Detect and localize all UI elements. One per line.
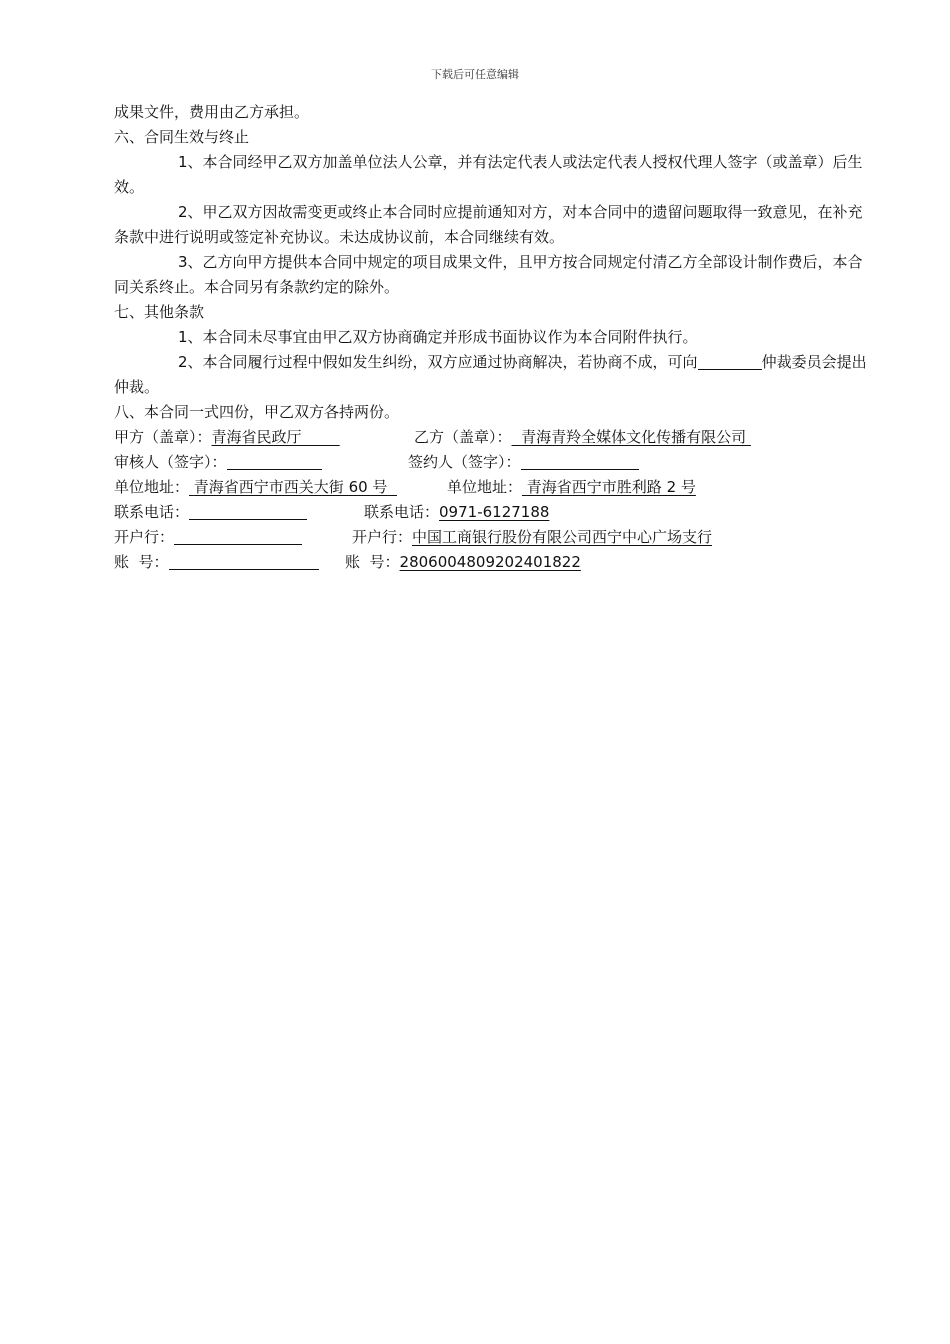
sign-row [114, 450, 874, 475]
section-6-clause-1: 1、本合同经甲乙双方加盖单位法人公章，并有法定代表人或法定代表人授权代理人签字（或盖章）后生效。 [114, 153, 863, 196]
phone-b-value: 0971-6127188 [439, 503, 550, 521]
bank-a-label: 开户行： [114, 528, 175, 546]
reviewer-blank [227, 452, 322, 470]
account-a-blank [169, 552, 319, 570]
signer-blank [521, 452, 639, 470]
clause-2-text-after: 仲裁委员会提出仲裁。 [114, 353, 867, 396]
address-a [114, 475, 447, 500]
contract-body [114, 100, 874, 575]
continued-line: 成果文件，费用由乙方承担。 [114, 103, 310, 121]
address-b-value: 青海省西宁市胜利路 2 号 [526, 478, 696, 496]
account-a [114, 550, 345, 575]
reviewer-label: 审核人（签字）： [114, 453, 227, 471]
reviewer [114, 450, 408, 475]
party-b-value: 青海青羚全媒体文化传播有限公司 [521, 428, 747, 446]
phone-a [114, 500, 364, 525]
section-7-title: 七、其他条款 [114, 303, 205, 321]
bank-row [114, 525, 874, 550]
address-a-label: 单位地址： [114, 478, 190, 496]
account-b-label: 账 号： [345, 553, 400, 571]
phone-row [114, 500, 874, 525]
bank-a [114, 525, 352, 550]
signer [408, 453, 639, 471]
address-b-label: 单位地址： [447, 478, 523, 496]
section-6-clause-3: 3、乙方向甲方提供本合同中规定的项目成果文件，且甲方按合同规定付清乙方全部设计制作费后，本合同关系终止。本合同另有条款约定的除外。 [114, 253, 863, 296]
section-8: 八、本合同一式四份，甲乙双方各持两份。 [114, 403, 400, 421]
arbitration-blank [698, 352, 762, 370]
page-header: 下载后可任意编辑 [431, 68, 519, 81]
section-6-title: 六、合同生效与终止 [114, 128, 250, 146]
party-b-label: 乙方（盖章）： [414, 428, 512, 446]
address-a-value: 青海省西宁市西关大街 60 号 [193, 478, 388, 496]
account-row [114, 550, 874, 575]
account-b-value: 2806004809202401822 [399, 553, 581, 571]
bank-b-label: 开户行： [352, 528, 413, 546]
clause-2-text-before: 2、本合同履行过程中假如发生纠纷，双方应通过协商解决，若协商不成，可向 [178, 353, 698, 371]
phone-a-blank [189, 502, 307, 520]
section-7-clause-1: 1、本合同未尽事宜由甲乙双方协商确定并形成书面协议作为本合同附件执行。 [178, 328, 698, 346]
account-a-label: 账 号： [114, 553, 169, 571]
address-row [114, 475, 874, 500]
signer-label: 签约人（签字）： [408, 453, 521, 471]
section-7-clause-2 [114, 350, 874, 400]
bank-a-blank [174, 527, 302, 545]
bank-b-value: 中国工商银行股份有限公司西宁中心广场支行 [412, 528, 713, 546]
section-6-clause-2: 2、甲乙双方因故需变更或终止本合同时应提前通知对方，对本合同中的遗留问题取得一致意见，在补充条款中进行说明或签定补充协议。未达成协议前，本合同继续有效。 [114, 203, 863, 246]
party-b [414, 428, 751, 446]
party-row [114, 425, 874, 450]
account-b [345, 553, 581, 571]
party-a [114, 425, 414, 450]
phone-b-label: 联系电话： [364, 503, 440, 521]
party-a-value: 青海省民政厅 [211, 428, 302, 446]
phone-a-label: 联系电话： [114, 503, 190, 521]
bank-b [352, 528, 712, 546]
party-a-label: 甲方（盖章）： [114, 428, 212, 446]
phone-b [364, 503, 549, 521]
address-b [447, 478, 696, 496]
